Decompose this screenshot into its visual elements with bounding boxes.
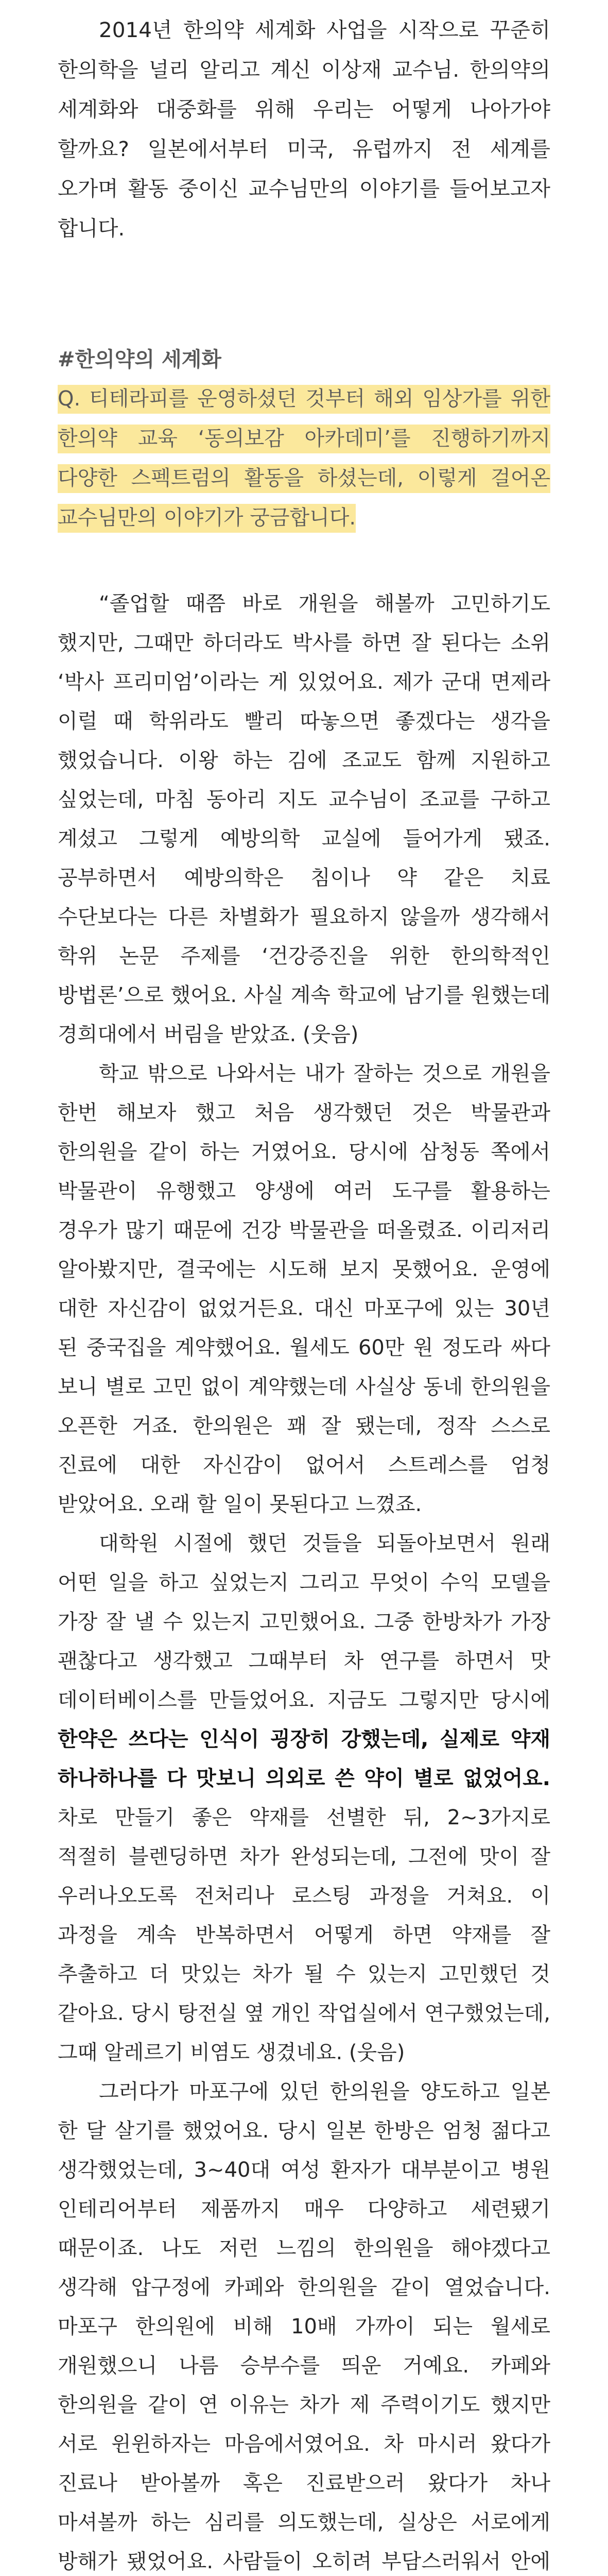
answer-paragraph-3 — [58, 1524, 550, 2072]
answer-paragraph-4: 그러다가 마포구에 있던 한의원을 양도하고 일본 한 달 살기를 했었어요. 당시 일본 한방은 엄청 젊다고 생각했었는데, 3~40대 여성 환자가 대부분이고 병원 인테리어부터 제품까지 매우 다양하고 세련됐기 때문이죠. 나도 저런 느낌의 한의원을 해야겠다고 생각해 압구정에 카페와 한의원을 같이 열었습니다. 마포구 한의원에 비해 10배 가까이 되는 월세로 개원했으니 나름 승부수를 띄운 거예요. 카페와 한의원을 같이 연 이유는 차가 제 주력이기도 했지만 서로 윈윈하자는 마음에서였어요. 차 마시러 왔다가 진료나 받아볼까 혹은 진료받으러 왔다가 차나 마셔볼까 하는 심리를 의도했는데, 실상은 서로에게 방해가 됐었어요. 사람들이 오히려 부담스러워서 안에 — [58, 2080, 550, 2573]
answer-paragraph-3-text: 대학원 시절에 했던 것들을 되돌아보면서 원래 어떤 일을 하고 싶었는지 그리고 무엇이 수익 모델을 가장 잘 낼 수 있는지 고민했어요. 그중 한방차가 가장 괜찮다고 생각했고 그때부터 차 연구를 하면서 맛 데이터베이스를 만들었어요. 지금도 그렇지만 당시에 — [58, 1532, 550, 1712]
answer-paragraph-3-bold: 한약은 쓰다는 인식이 굉장히 강했는데, 실제로 약재 하나하나를 다 맛보니 의외로 쓴 약이 별로 없었어요. — [58, 1727, 550, 1790]
answer-paragraph-1: “졸업할 때쯤 바로 개원을 해볼까 고민하기도 했지만, 그때만 하더라도 박사를 하면 잘 된다는 소위 ‘박사 프리미엄’이라는 게 있었어요. 제가 군대 면제라 이럴 때 학위라도 빨리 따놓으면 좋겠다는 생각을 했었습니다. 이왕 하는 김에 조교도 함께 지원하고 싶었는데, 마침 동아리 지도 교수님이 조교를 구하고 계셨고 그렇게 예방의학 교실에 들어가게 됐죠. 공부하면서 예방의학은 침이나 약 같은 치료 수단보다는 다른 차별화가 필요하지 않을까 생각해서 학위 논문 주제를 ‘건강증진을 위한 한의학적인 방법론’으로 했어요. 사실 계속 학교에 남기를 원했는데 경희대에서 버림을 받았죠. (웃음) — [58, 592, 550, 1046]
section-heading: #한의약의 세계화 — [58, 348, 221, 371]
question-highlight: Q. 티테라피를 운영하셨던 것부터 해외 임상가를 위한 한의약 교육 ‘동의보감 아카데미’를 진행하기까지 다양한 스펙트럼의 활동을 하셨는데, 이렇게 걸어온 교수님만의 이야기가 궁금합니다. — [58, 385, 550, 533]
answer-body — [58, 584, 550, 2576]
question-block — [58, 379, 550, 538]
intro-paragraph: 2014년 한의약 세계화 사업을 시작으로 꾸준히 한의학을 널리 알리고 계신 이상재 교수님. 한의약의 세계화와 대중화를 위해 우리는 어떻게 나아가야 할까요? 일본에서부터 미국, 유럽까지 전 세계를 오가며 활동 중이신 교수님만의 이야기를 들어보고자 합니다. — [58, 18, 550, 241]
answer-paragraph-2: 학교 밖으로 나와서는 내가 잘하는 것으로 개원을 한번 해보자 했고 처음 생각했던 것은 박물관과 한의원을 같이 하는 거였어요. 당시에 삼청동 쪽에서 박물관이 유행했고 양생에 여러 도구를 활용하는 경우가 많기 때문에 건강 박물관을 떠올렸죠. 이리저리 알아봤지만, 결국에는 시도해 보지 못했어요. 운영에 대한 자신감이 없었거든요. 대신 마포구에 있는 30년 된 중국집을 계약했어요. 월세도 60만 원 정도라 싸다 보니 별로 고민 없이 계약했는데 사실상 동네 한의원을 오픈한 거죠. 한의원은 꽤 잘 됐는데, 정작 스스로 진료에 대한 자신감이 없어서 스트레스를 엄청 받았어요. 오래 할 일이 못된다고 느꼈죠. — [58, 1062, 550, 1516]
answer-paragraph-3-rest: 차로 만들기 좋은 약재를 선별한 뒤, 2~3가지로 적절히 블렌딩하면 차가 완성되는데, 그전에 맛이 잘 우러나오도록 전처리나 로스팅 과정을 거쳐요. 이 과정을 계속 반복하면서 어떻게 하면 약재를 잘 추출하고 더 맛있는 차가 될 수 있는지 고민했던 것 같아요. 당시 탕전실 옆 개인 작업실에서 연구했었는데, 그때 알레르기 비염도 생겼네요. (웃음) — [58, 1806, 550, 2064]
question-paragraph — [58, 379, 550, 538]
